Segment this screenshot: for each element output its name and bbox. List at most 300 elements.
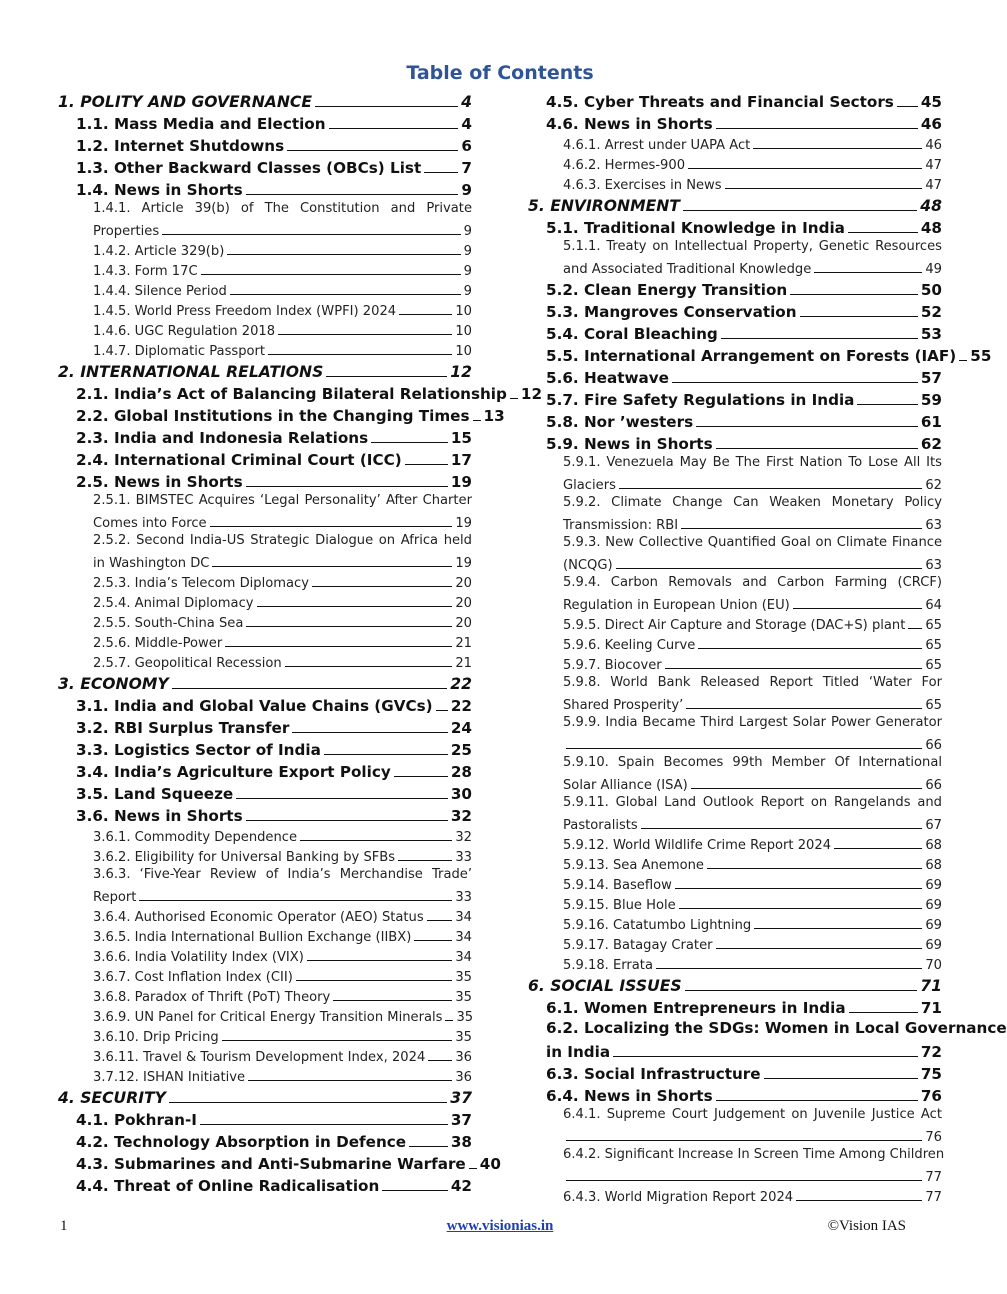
dot-leader: [721, 338, 918, 339]
dot-leader: [312, 586, 452, 587]
toc-page-number: 77: [925, 1170, 942, 1185]
toc-entry-title: 6.4.3. World Migration Report 2024: [563, 1190, 794, 1205]
dot-leader: [679, 908, 923, 909]
dot-leader: [436, 710, 448, 711]
toc-entry-title-cont: in Washington DC: [93, 556, 210, 571]
toc-page-number: 4: [461, 115, 472, 133]
toc-page-number: 37: [450, 1111, 472, 1129]
toc-entry[interactable]: [528, 237, 942, 277]
toc-entry-continuation: [563, 1165, 942, 1185]
toc-page-number: 48: [920, 219, 942, 237]
toc-section[interactable]: [58, 469, 472, 491]
toc-page-number: 6: [461, 137, 472, 155]
toc-entry-title: 5.9.11. Global Land Outlook Report on Rangelands and: [563, 795, 942, 810]
toc-entry-title: 5.9.1. Venezuela May Be The First Nation To Lose All Its: [563, 455, 942, 470]
toc-page-number: 68: [925, 858, 942, 873]
toc-entry[interactable]: [528, 573, 942, 613]
toc-entry-title-cont: Report: [93, 890, 137, 905]
toc-subsection[interactable]: [58, 339, 472, 359]
toc-page-number: 66: [925, 778, 942, 793]
toc-page-number: 10: [455, 324, 472, 339]
toc-subsection[interactable]: [58, 259, 472, 279]
toc-page-number: 25: [450, 741, 472, 759]
toc-section[interactable]: [58, 1129, 472, 1151]
toc-page-number: 75: [920, 1065, 942, 1083]
toc-subsection[interactable]: [528, 873, 942, 893]
toc-entry-title: 6.3. Social Infrastructure: [546, 1065, 761, 1083]
toc-entry-title-cont: Glaciers: [563, 478, 616, 493]
toc-page-number: 37: [450, 1089, 472, 1107]
toc-entry[interactable]: [528, 453, 942, 493]
toc-entry-title: 1.4.4. Silence Period: [93, 284, 227, 299]
toc-section[interactable]: [58, 759, 472, 781]
toc-page-number: 46: [920, 115, 942, 133]
toc-entry-title: 5.9.16. Catatumbo Lightning: [563, 918, 752, 933]
toc-page-number: 57: [920, 369, 942, 387]
toc-subsection[interactable]: [58, 965, 472, 985]
toc-subsection[interactable]: [58, 631, 472, 651]
toc-section[interactable]: [528, 111, 942, 133]
toc-entry-continuation: [93, 219, 472, 239]
toc-section[interactable]: [58, 715, 472, 737]
toc-page-number: 35: [455, 990, 472, 1005]
toc-entry-title-cont: in India: [546, 1043, 611, 1061]
dot-leader: [210, 526, 453, 527]
toc-section[interactable]: [58, 155, 472, 177]
toc-subsection[interactable]: [58, 1005, 472, 1025]
dot-leader: [162, 234, 460, 235]
dot-leader: [754, 928, 922, 929]
toc-entry-title: 3.6.7. Cost Inflation Index (CII): [93, 970, 293, 985]
toc-page-number: 62: [920, 435, 942, 453]
toc-entry-title: 2.5.7. Geopolitical Recession: [93, 656, 282, 671]
toc-entry-title-cont: Transmission: RBI: [563, 518, 679, 533]
toc-page-number: 53: [920, 325, 942, 343]
toc-entry-continuation: [563, 773, 942, 793]
dot-leader: [227, 254, 460, 255]
dot-leader: [897, 106, 918, 107]
toc-entry-title: 5.9.13. Sea Anemone: [563, 858, 704, 873]
toc-entry-title: 5.9.15. Blue Hole: [563, 898, 676, 913]
dot-leader: [656, 968, 922, 969]
dot-leader: [296, 980, 452, 981]
dot-leader: [681, 528, 922, 529]
toc-section[interactable]: [58, 403, 505, 425]
toc-page-number: 62: [925, 478, 942, 493]
dot-leader: [688, 168, 922, 169]
toc-subsection[interactable]: [528, 893, 942, 913]
toc-entry-continuation: [563, 813, 942, 833]
toc-page-number: 63: [925, 558, 942, 573]
dot-leader: [698, 648, 922, 649]
toc-section[interactable]: [58, 1107, 472, 1129]
toc-subsection[interactable]: [58, 239, 472, 259]
toc-entry-title: 1.1. Mass Media and Election: [76, 115, 326, 133]
toc-section[interactable]: [58, 111, 472, 133]
toc-section[interactable]: [58, 381, 543, 403]
dot-leader: [510, 398, 518, 399]
toc-entry-title: 2.5.3. India’s Telecom Diplomacy: [93, 576, 309, 591]
toc-entry[interactable]: [528, 793, 942, 833]
toc-entry-title: 2.5.1. BIMSTEC Acquires ‘Legal Personality’ After Charter: [93, 493, 472, 508]
toc-page-number: 68: [925, 838, 942, 853]
toc-entry-title: 4.1. Pokhran-I: [76, 1111, 197, 1129]
toc-subsection[interactable]: [528, 613, 942, 633]
toc-page-number: 10: [455, 304, 472, 319]
toc-page-number: 69: [925, 878, 942, 893]
dot-leader: [725, 188, 923, 189]
dot-leader: [394, 776, 448, 777]
toc-entry-title: 5.4. Coral Bleaching: [546, 325, 718, 343]
toc-section[interactable]: [528, 343, 992, 365]
toc-page-number: 32: [455, 830, 472, 845]
toc-subsection[interactable]: [528, 933, 942, 953]
toc-section[interactable]: [528, 365, 942, 387]
toc-page-number: 35: [456, 1010, 474, 1025]
toc-entry[interactable]: [58, 491, 472, 531]
toc-entry-continuation: [563, 257, 942, 277]
toc-subsection[interactable]: [58, 925, 472, 945]
toc-page-number: 22: [450, 697, 472, 715]
toc-chapter[interactable]: [528, 193, 942, 215]
toc-page-number: 21: [455, 636, 472, 651]
toc-entry-title: 4.4. Threat of Online Radicalisation: [76, 1177, 380, 1195]
toc-subsection[interactable]: [58, 651, 472, 671]
dot-leader: [326, 376, 447, 377]
toc-subsection[interactable]: [58, 985, 472, 1005]
toc-entry[interactable]: [528, 493, 942, 533]
toc-entry-title: 5.3. Mangroves Conservation: [546, 303, 797, 321]
toc-subsection[interactable]: [58, 845, 472, 865]
toc-section[interactable]: [58, 447, 472, 469]
toc-chapter[interactable]: [58, 89, 472, 111]
toc-entry-title: 3.6. News in Shorts: [76, 807, 243, 825]
toc-subsection[interactable]: [528, 1185, 942, 1205]
dot-leader: [246, 194, 459, 195]
toc-entry-title: 2.2. Global Institutions in the Changing Times: [76, 407, 470, 425]
toc-page-number: 24: [450, 719, 472, 737]
toc-page-number: 20: [455, 576, 472, 591]
dot-leader: [292, 732, 448, 733]
toc-entry[interactable]: [528, 1105, 942, 1145]
toc-page-number: 48: [920, 197, 942, 215]
dot-leader: [424, 172, 458, 173]
dot-leader: [257, 606, 453, 607]
toc-subsection[interactable]: [58, 1065, 472, 1085]
toc-entry-title: 1.3. Other Backward Classes (OBCs) List: [76, 159, 422, 177]
toc-entry-title: 5.9.7. Biocover: [563, 658, 662, 673]
toc-section[interactable]: [528, 321, 942, 343]
dot-leader: [716, 948, 923, 949]
toc-subsection[interactable]: [58, 319, 472, 339]
dot-leader: [566, 1140, 922, 1141]
toc-entry-title: 5.9. News in Shorts: [546, 435, 713, 453]
toc-page-number: 17: [450, 451, 472, 469]
toc-entry-title-cont: Regulation in European Union (EU): [563, 598, 790, 613]
toc-entry-continuation: [563, 693, 942, 713]
toc-chapter[interactable]: [58, 1085, 472, 1107]
toc-page-number: 15: [450, 429, 472, 447]
toc-entry-title: 5.9.4. Carbon Removals and Carbon Farming (CRCF): [563, 575, 942, 590]
toc-section[interactable]: [58, 1173, 472, 1195]
toc-entry-title: 3.6.10. Drip Pricing: [93, 1030, 219, 1045]
toc-chapter[interactable]: [528, 973, 942, 995]
toc-entry-continuation: [563, 1125, 942, 1145]
toc-entry-title-cont: and Associated Traditional Knowledge: [563, 262, 812, 277]
toc-entry[interactable]: [58, 199, 472, 239]
toc-page-number: 9: [461, 181, 472, 199]
toc-page-number: 20: [455, 596, 472, 611]
toc-entry[interactable]: [528, 713, 942, 753]
toc-chapter[interactable]: [58, 671, 472, 693]
dot-leader: [414, 940, 452, 941]
dot-leader: [616, 568, 923, 569]
toc-entry-title: 2.5.4. Animal Diplomacy: [93, 596, 254, 611]
toc-section[interactable]: [528, 277, 942, 299]
toc-page-number: 9: [463, 244, 472, 259]
toc-entry-title: 6. SOCIAL ISSUES: [528, 977, 682, 995]
toc-subsection[interactable]: [58, 299, 472, 319]
toc-page-number: 40: [479, 1155, 501, 1173]
toc-entry-title: 4.3. Submarines and Anti-Submarine Warfare: [76, 1155, 466, 1173]
toc-entry[interactable]: [58, 531, 472, 571]
toc-entry-title: 5.7. Fire Safety Regulations in India: [546, 391, 855, 409]
toc-page-number: 71: [920, 977, 942, 995]
dot-leader: [169, 1102, 447, 1103]
toc-entry-title: 4.6. News in Shorts: [546, 115, 713, 133]
toc-page-number: 52: [920, 303, 942, 321]
toc-page-number: 65: [925, 658, 942, 673]
toc-page-number: 47: [925, 178, 942, 193]
toc-section[interactable]: [528, 1083, 942, 1105]
toc-page-number: 65: [925, 638, 942, 653]
toc-entry-continuation: [563, 593, 942, 613]
footer-page-number: 1: [60, 1218, 68, 1234]
dot-leader: [172, 688, 448, 689]
toc-entry[interactable]: [528, 1145, 945, 1185]
toc-entry-continuation: [546, 1039, 942, 1061]
toc-page-number: 33: [455, 850, 472, 865]
toc-entry-title: 2.5. News in Shorts: [76, 473, 243, 491]
toc-entry[interactable]: [528, 673, 942, 713]
toc-entry-title-cont: Solar Alliance (ISA): [563, 778, 688, 793]
toc-subsection[interactable]: [58, 825, 472, 845]
toc-entry-title: 3.6.1. Commodity Dependence: [93, 830, 298, 845]
toc-subsection[interactable]: [528, 173, 942, 193]
toc-section[interactable]: [58, 693, 472, 715]
toc-page-number: 69: [925, 898, 942, 913]
toc-subsection[interactable]: [528, 833, 942, 853]
toc-subsection[interactable]: [58, 1025, 472, 1045]
toc-entry-title-cont: (NCQG): [563, 558, 613, 573]
toc-subsection[interactable]: [58, 591, 472, 611]
toc-entry-title: 5.9.12. World Wildlife Crime Report 2024: [563, 838, 832, 853]
toc-subsection[interactable]: [528, 133, 942, 153]
toc-section[interactable]: [528, 215, 942, 237]
toc-page-number: 36: [455, 1050, 472, 1065]
toc-entry-title: 3.6.5. India International Bullion Exchange (IIBX): [93, 930, 412, 945]
toc-subsection[interactable]: [58, 611, 472, 631]
toc-page-number: 20: [455, 616, 472, 631]
toc-page-number: 33: [455, 890, 472, 905]
toc-page-number: 71: [920, 999, 942, 1017]
toc-page-number: 34: [455, 930, 472, 945]
dot-leader: [230, 294, 461, 295]
toc-entry-continuation: [93, 551, 472, 571]
dot-leader: [246, 486, 448, 487]
toc-section[interactable]: [58, 737, 472, 759]
toc-entry-title: 5.9.18. Errata: [563, 958, 653, 973]
toc-entry-title: 2.4. International Criminal Court (ICC): [76, 451, 402, 469]
dot-leader: [200, 1124, 448, 1125]
toc-page-number: 46: [925, 138, 942, 153]
toc-subsection[interactable]: [58, 571, 472, 591]
toc-entry-title: 5.9.5. Direct Air Capture and Storage (DAC+S) plant: [563, 618, 906, 633]
footer-website-link[interactable]: www.visionias.in: [446, 1218, 554, 1234]
dot-leader: [445, 1020, 453, 1021]
toc-subsection[interactable]: [528, 953, 942, 973]
toc-entry-title: 5.1. Traditional Knowledge in India: [546, 219, 845, 237]
dot-leader: [371, 442, 448, 443]
toc-entry-title: 3.6.11. Travel & Tourism Development Index, 2024: [93, 1050, 426, 1065]
toc-subsection[interactable]: [528, 653, 942, 673]
toc-section[interactable]: [528, 1061, 942, 1083]
dot-leader: [800, 316, 918, 317]
dot-leader: [793, 608, 923, 609]
toc-entry[interactable]: [528, 1017, 1007, 1061]
toc-entry[interactable]: [58, 865, 472, 905]
dot-leader: [796, 1200, 922, 1201]
dot-leader: [139, 900, 452, 901]
dot-leader: [307, 960, 452, 961]
toc-entry-title: 1.4.5. World Press Freedom Index (WPFI) 2024: [93, 304, 397, 319]
toc-entry-title: 3. ECONOMY: [58, 675, 169, 693]
toc-subsection[interactable]: [528, 153, 942, 173]
dot-leader: [834, 848, 922, 849]
toc-entry-title: 5.9.2. Climate Change Can Weaken Monetary Policy: [563, 495, 942, 510]
toc-page-number: 59: [920, 391, 942, 409]
toc-page-number: 47: [925, 158, 942, 173]
toc-entry-title: 3.7.12. ISHAN Initiative: [93, 1070, 246, 1085]
toc-subsection[interactable]: [58, 945, 472, 965]
dot-leader: [716, 128, 918, 129]
toc-entry-title: 3.4. India’s Agriculture Export Policy: [76, 763, 391, 781]
toc-entry-title: 3.6.3. ‘Five-Year Review of India’s Merchandise Trade’: [93, 867, 472, 882]
toc-entry-title-cont: Properties: [93, 224, 160, 239]
toc-entry-title: 2.1. India’s Act of Balancing Bilateral Relationship: [76, 385, 507, 403]
toc-page-number: 69: [925, 918, 942, 933]
toc-entry-continuation: [93, 885, 472, 905]
toc-page-number: 66: [925, 738, 942, 753]
toc-page-number: 72: [920, 1043, 942, 1061]
toc-page-number: 35: [455, 970, 472, 985]
toc-section[interactable]: [528, 995, 942, 1017]
toc-subsection[interactable]: [528, 633, 942, 653]
dot-leader: [300, 840, 452, 841]
toc-entry-title: 6.4. News in Shorts: [546, 1087, 713, 1105]
toc-page-number: 69: [925, 938, 942, 953]
toc-section[interactable]: [58, 803, 472, 825]
dot-leader: [236, 798, 448, 799]
toc-page-number: 19: [455, 516, 472, 531]
dot-leader: [696, 426, 918, 427]
dot-leader: [469, 1168, 477, 1169]
toc-chapter[interactable]: [58, 359, 472, 381]
toc-entry-continuation: [563, 473, 942, 493]
toc-page-number: 7: [461, 159, 472, 177]
toc-page-number: 45: [920, 93, 942, 111]
toc-section[interactable]: [58, 177, 472, 199]
toc-section[interactable]: [58, 133, 472, 155]
dot-leader: [641, 828, 923, 829]
toc-subsection[interactable]: [58, 905, 472, 925]
toc-page-number: 30: [450, 785, 472, 803]
toc-page-number: 19: [450, 473, 472, 491]
dot-leader: [329, 128, 459, 129]
toc-page-number: 12: [520, 385, 543, 403]
toc-section[interactable]: [528, 299, 942, 321]
toc-page-number: 36: [455, 1070, 472, 1085]
toc-entry-title: 1. POLITY AND GOVERNANCE: [58, 93, 312, 111]
dot-leader: [848, 232, 918, 233]
dot-leader: [201, 274, 461, 275]
toc-section[interactable]: [58, 425, 472, 447]
dot-leader: [212, 566, 452, 567]
toc-entry[interactable]: [528, 533, 942, 573]
toc-page-number: 12: [450, 363, 472, 381]
toc-entry-title: 5.5. International Arrangement on Forests (IAF): [546, 347, 957, 365]
toc-entry-title: 5.8. Nor ’westers: [546, 413, 694, 431]
dot-leader: [619, 488, 922, 489]
dot-leader: [707, 868, 922, 869]
toc-section[interactable]: [528, 431, 942, 453]
dot-leader: [665, 668, 923, 669]
toc-page-number: 22: [450, 675, 472, 693]
toc-page-number: 10: [455, 344, 472, 359]
toc-page-number: 55: [970, 347, 992, 365]
toc-entry-title: 1.4.3. Form 17C: [93, 264, 198, 279]
toc-page-number: 19: [455, 556, 472, 571]
dot-leader: [691, 788, 923, 789]
toc-section[interactable]: [58, 1151, 501, 1173]
dot-leader: [427, 920, 453, 921]
toc-entry-title: 5.9.6. Keeling Curve: [563, 638, 696, 653]
dot-leader: [566, 748, 922, 749]
toc-entry-title-cont: Pastoralists: [563, 818, 638, 833]
toc-entry-title: 2.5.5. South-China Sea: [93, 616, 244, 631]
toc-entry-title: 2.5.2. Second India-US Strategic Dialogue on Africa held: [93, 533, 472, 548]
toc-entry-title: 5.9.10. Spain Becomes 99th Member Of International: [563, 755, 942, 770]
toc-section[interactable]: [58, 781, 472, 803]
dot-leader: [857, 404, 917, 405]
toc-left-column: [58, 89, 543, 1195]
toc-section[interactable]: [528, 387, 942, 409]
dot-leader: [764, 1078, 918, 1079]
toc-entry[interactable]: [528, 753, 942, 793]
dot-leader: [225, 646, 452, 647]
toc-subsection[interactable]: [58, 279, 472, 299]
dot-leader: [716, 448, 918, 449]
toc-subsection[interactable]: [58, 1045, 472, 1065]
toc-subsection[interactable]: [528, 913, 942, 933]
toc-section[interactable]: [528, 409, 942, 431]
toc-section[interactable]: [528, 89, 942, 111]
toc-entry-title: 3.6.8. Paradox of Thrift (PoT) Theory: [93, 990, 331, 1005]
toc-subsection[interactable]: [528, 853, 942, 873]
toc-entry-title: 5. ENVIRONMENT: [528, 197, 680, 215]
dot-leader: [566, 1180, 922, 1181]
dot-leader: [248, 1080, 452, 1081]
